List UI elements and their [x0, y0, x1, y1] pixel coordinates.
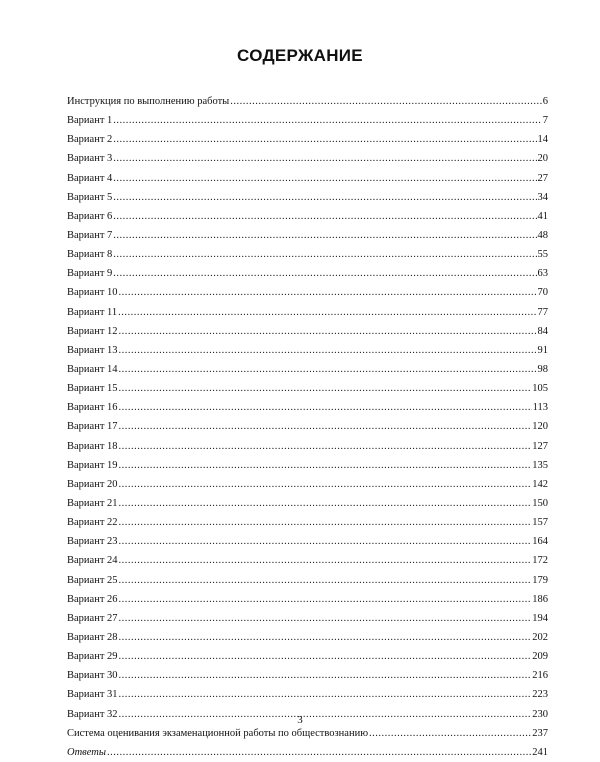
toc-entry-label: Вариант 27 [67, 612, 118, 624]
toc-entry [67, 303, 548, 322]
toc-entry-label: Вариант 28 [67, 631, 118, 643]
toc-leader-dots [119, 360, 537, 379]
toc-entry-label: Вариант 32 [67, 708, 118, 720]
toc-entry-page: 105 [532, 383, 548, 395]
toc-leader-dots [119, 322, 537, 341]
toc-entry-page: 63 [537, 268, 548, 280]
toc-entry-label: Вариант 20 [67, 478, 118, 490]
toc-entry-label: Вариант 31 [67, 689, 118, 701]
toc-entry [67, 92, 548, 111]
toc-leader-dots [230, 92, 542, 111]
toc-entry [67, 666, 548, 685]
toc-entry-page: 77 [537, 306, 548, 318]
toc-entry-page: 164 [532, 536, 548, 548]
toc-entry-page: 6 [542, 96, 548, 107]
toc-entry-label: Вариант 4 [67, 172, 113, 184]
toc-entry-label: Вариант 6 [67, 210, 113, 222]
toc-leader-dots [119, 513, 532, 532]
toc-entry-label: Вариант 1 [67, 115, 113, 127]
toc-entry-page: 27 [537, 172, 548, 184]
toc-entry-page: 241 [532, 746, 548, 758]
page-number: 3 [297, 714, 303, 726]
toc-leader-dots [119, 494, 532, 513]
toc-entry [67, 685, 548, 704]
toc-entry-label: Система оценивания экзаменационной работы по обществознанию [67, 727, 369, 739]
toc-entry-page: 142 [532, 478, 548, 490]
toc-entry-page: 70 [537, 287, 548, 299]
toc-entry-page: 41 [537, 210, 548, 222]
toc-entry [67, 379, 548, 398]
toc-entry-page: 91 [537, 344, 548, 356]
toc-leader-dots [113, 245, 536, 264]
toc-entry [67, 207, 548, 226]
toc-entry [67, 149, 548, 168]
toc-entry-label: Вариант 13 [67, 344, 118, 356]
toc-entry-label: Вариант 30 [67, 670, 118, 682]
toc-entry [67, 494, 548, 513]
toc-entry [67, 532, 548, 551]
toc-entry-label: Вариант 11 [67, 306, 118, 318]
toc-entry-label: Вариант 8 [67, 249, 113, 261]
toc-entry-label: Вариант 2 [67, 134, 113, 146]
toc-entry-page: 55 [537, 249, 548, 261]
toc-leader-dots [119, 551, 532, 570]
toc-entry-page: 186 [532, 593, 548, 605]
toc-entry [67, 590, 548, 609]
toc-entry [67, 417, 548, 436]
toc-entry-label: Вариант 26 [67, 593, 118, 605]
toc-entry [67, 475, 548, 494]
toc-entry-label: Вариант 25 [67, 574, 118, 586]
toc-leader-dots [119, 609, 532, 628]
toc-leader-dots [118, 303, 536, 322]
toc-entry-label: Вариант 17 [67, 421, 118, 433]
toc-leader-dots [119, 666, 532, 685]
toc-leader-dots [113, 188, 536, 207]
toc-entry [67, 322, 548, 341]
toc-entry-label: Ответы [67, 746, 106, 758]
toc-entry [67, 609, 548, 628]
toc-leader-dots [119, 417, 532, 436]
toc-entry-page: 209 [532, 651, 548, 663]
toc-leader-dots [369, 724, 531, 743]
toc-leader-dots [113, 149, 536, 168]
toc-leader-dots [107, 743, 531, 762]
toc-entry [67, 245, 548, 264]
toc-entry [67, 647, 548, 666]
toc-entry-page: 120 [532, 421, 548, 433]
toc-entry-label: Вариант 5 [67, 191, 113, 203]
toc-entry [67, 437, 548, 456]
toc-leader-dots [119, 590, 532, 609]
toc-entry-page: 7 [542, 115, 548, 127]
toc-entry-label: Вариант 23 [67, 536, 118, 548]
toc-leader-dots [119, 685, 532, 704]
toc-entry [67, 169, 548, 188]
toc-leader-dots [119, 571, 532, 590]
toc-leader-dots [119, 437, 532, 456]
toc-leader-dots [113, 130, 536, 149]
toc-leader-dots [119, 647, 532, 666]
toc-entry-label: Вариант 21 [67, 497, 118, 509]
toc-leader-dots [119, 456, 532, 475]
toc-entry-page: 202 [532, 631, 548, 643]
toc-entry-page: 172 [532, 555, 548, 567]
toc-entry-label: Вариант 14 [67, 363, 118, 375]
toc-entry-label: Инструкция по выполнению работы [67, 96, 230, 107]
toc-entry [67, 398, 548, 417]
toc-entry-page: 127 [532, 440, 548, 452]
toc-entry-page: 194 [532, 612, 548, 624]
toc-entry-label: Вариант 22 [67, 517, 118, 529]
toc-entry-label: Вариант 15 [67, 383, 118, 395]
toc-leader-dots [119, 475, 532, 494]
toc-entry [67, 513, 548, 532]
toc-entry-page: 20 [537, 153, 548, 165]
toc-leader-dots [119, 283, 537, 302]
toc-leader-dots [119, 628, 532, 647]
toc-entry [67, 341, 548, 360]
toc-entry-page: 135 [532, 459, 548, 471]
toc-leader-dots [113, 169, 536, 188]
toc-entry [67, 226, 548, 245]
toc-entry [67, 111, 548, 130]
toc-entry-label: Вариант 24 [67, 555, 118, 567]
toc-leader-dots [119, 341, 537, 360]
toc-entry-label: Вариант 9 [67, 268, 113, 280]
toc-leader-dots [119, 379, 532, 398]
toc-leader-dots [119, 532, 532, 551]
toc-entry-label: Вариант 19 [67, 459, 118, 471]
toc-entry [67, 551, 548, 570]
toc-entry-label: Вариант 16 [67, 402, 118, 414]
toc-entry [67, 743, 548, 762]
toc-leader-dots [113, 207, 536, 226]
toc-entry [67, 724, 548, 743]
toc-leader-dots [113, 264, 536, 283]
toc-entry [67, 456, 548, 475]
toc-entry-label: Вариант 29 [67, 651, 118, 663]
toc-entry-page: 150 [532, 497, 548, 509]
toc-entry-page: 179 [532, 574, 548, 586]
toc-entry-page: 113 [532, 402, 548, 414]
toc-entry [67, 360, 548, 379]
toc-entry [67, 571, 548, 590]
toc-leader-dots [119, 398, 532, 417]
toc-entry [67, 628, 548, 647]
toc-entry-label: Вариант 3 [67, 153, 113, 165]
toc-entry [67, 264, 548, 283]
toc-entry-label: Вариант 7 [67, 229, 113, 241]
toc-entry [67, 283, 548, 302]
table-of-contents [67, 92, 548, 762]
toc-entry-page: 230 [532, 708, 548, 720]
toc-entry-page: 84 [537, 325, 548, 337]
toc-leader-dots [113, 111, 541, 130]
toc-entry-page: 223 [532, 689, 548, 701]
toc-entry-label: Вариант 10 [67, 287, 118, 299]
toc-entry [67, 130, 548, 149]
toc-entry-page: 14 [537, 134, 548, 146]
page-title: СОДЕРЖАНИЕ [237, 46, 363, 65]
toc-entry-page: 237 [532, 727, 548, 739]
toc-entry-page: 48 [537, 229, 548, 241]
toc-entry-page: 34 [537, 191, 548, 203]
toc-leader-dots [113, 226, 536, 245]
toc-entry-label: Вариант 12 [67, 325, 118, 337]
toc-entry-page: 157 [532, 517, 548, 529]
toc-entry-page: 216 [532, 670, 548, 682]
toc-entry-page: 98 [537, 363, 548, 375]
toc-entry-label: Вариант 18 [67, 440, 118, 452]
toc-entry [67, 188, 548, 207]
